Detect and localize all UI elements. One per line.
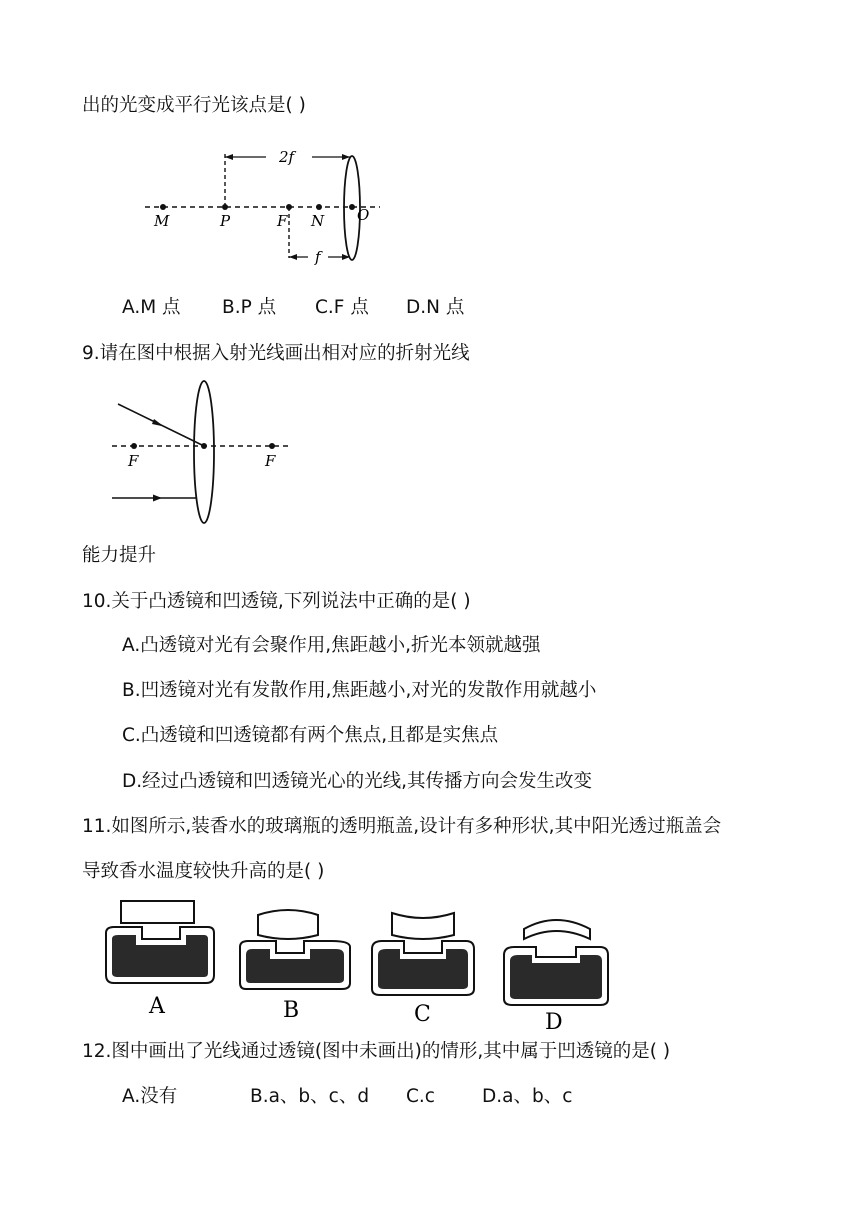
q10-option-c: C.凸透镜和凹透镜都有两个焦点,且都是实焦点 bbox=[122, 725, 499, 746]
label-2f: 2f bbox=[279, 148, 295, 166]
q8-option-c: C.F 点 bbox=[315, 297, 369, 318]
point-o bbox=[349, 204, 355, 210]
q12-stem: 12.图中画出了光线通过透镜(图中未画出)的情形,其中属于凹透镜的是( ) bbox=[82, 1041, 671, 1062]
label-focus-left: F bbox=[128, 452, 139, 470]
section-title: 能力提升 bbox=[82, 545, 157, 566]
label-m: M bbox=[154, 212, 170, 230]
bottle-c bbox=[372, 913, 474, 995]
label-focus-right: F bbox=[265, 452, 276, 470]
q12-option-c: C.c bbox=[406, 1086, 435, 1107]
point-n bbox=[316, 204, 322, 210]
label-o: O bbox=[357, 206, 370, 224]
label-f-dim: f bbox=[315, 248, 321, 266]
label-a: A bbox=[149, 994, 165, 1019]
label-n: N bbox=[311, 212, 325, 230]
q9-lens-diagram bbox=[108, 378, 308, 528]
q11-stem-line2: 导致香水温度较快升高的是( ) bbox=[82, 861, 325, 882]
q12-option-a: A.没有 bbox=[122, 1086, 178, 1107]
q9-stem: 9.请在图中根据入射光线画出相对应的折射光线 bbox=[82, 343, 470, 364]
q12-option-b: B.a、b、c、d bbox=[250, 1086, 370, 1107]
q10-option-a: A.凸透镜对光有会聚作用,焦距越小,折光本领就越强 bbox=[122, 635, 541, 656]
label-b: B bbox=[283, 998, 300, 1023]
q10-option-d: D.经过凸透镜和凹透镜光心的光线,其传播方向会发生改变 bbox=[122, 771, 593, 792]
q10-stem: 10.关于凸透镜和凹透镜,下列说法中正确的是( ) bbox=[82, 591, 471, 612]
point-f bbox=[286, 204, 292, 210]
q10-option-b: B.凹透镜对光有发散作用,焦距越小,对光的发散作用就越小 bbox=[122, 680, 597, 701]
q8-lens-diagram bbox=[140, 140, 400, 270]
q8-option-a: A.M 点 bbox=[122, 297, 181, 318]
q11-stem-line1: 11.如图所示,装香水的玻璃瓶的透明瓶盖,设计有多种形状,其中阳光透过瓶盖会 bbox=[82, 816, 722, 837]
q12-option-d: D.a、b、c bbox=[482, 1086, 573, 1107]
point-m bbox=[160, 204, 166, 210]
q8-option-d: D.N 点 bbox=[406, 297, 465, 318]
q8-stem: 出的光变成平行光该点是( ) bbox=[82, 95, 306, 116]
label-d: D bbox=[545, 1010, 563, 1035]
label-c: C bbox=[414, 1002, 431, 1027]
bottle-d bbox=[504, 920, 608, 1005]
label-p: P bbox=[220, 212, 231, 230]
label-f: F bbox=[277, 212, 288, 230]
q8-option-b: B.P 点 bbox=[222, 297, 277, 318]
point-p bbox=[222, 204, 228, 210]
bottle-b bbox=[240, 910, 350, 989]
q11-bottles-figure bbox=[100, 895, 620, 1035]
bottle-a bbox=[106, 901, 214, 983]
convex-lens bbox=[194, 381, 214, 523]
